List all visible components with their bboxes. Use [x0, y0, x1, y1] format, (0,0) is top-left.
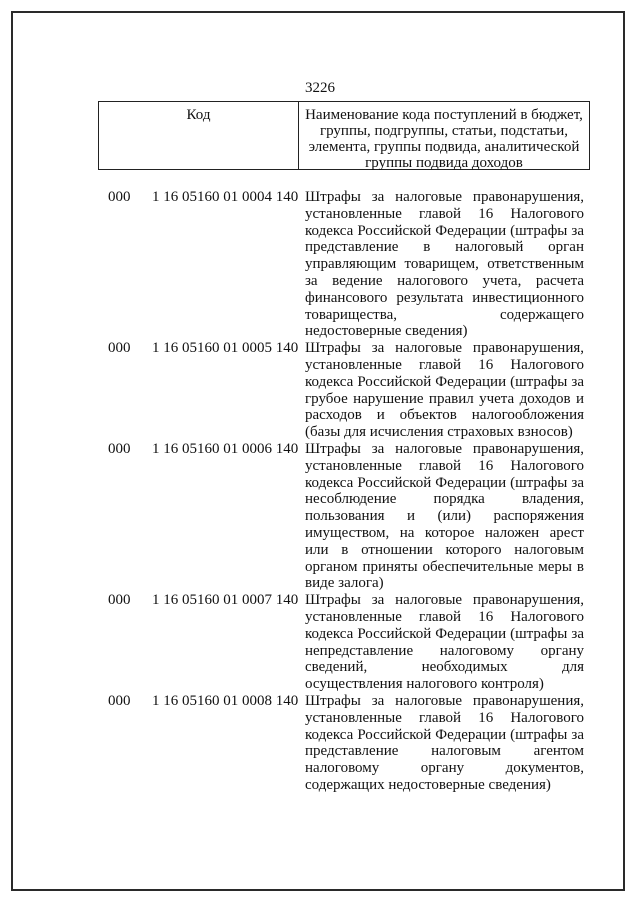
- entry-description: Штрафы за налоговые правонарушения, установленные главой 16 Налогового кодекса Российской Федерации (штрафы за грубое нарушение правил учета доходов и расходов и объектов налогообложения (базы для исчисления страховых взносов): [305, 340, 584, 441]
- entry-description: Штрафы за налоговые правонарушения, установленные главой 16 Налогового кодекса Российской Федерации (штрафы за представление в налоговый орган управляющим товарищем, ответственным за ведение налогового учета, расчета финансового результата инвестиционного товарищества, содержащего недостоверные сведения): [305, 189, 584, 340]
- entry-description: Штрафы за налоговые правонарушения, установленные главой 16 Налогового кодекса Российской Федерации (штрафы за представление налоговым агентом налоговому органу документов, содержащих недостоверные сведения): [305, 692, 584, 793]
- table-row: [0, 693, 640, 794]
- entry-revenue-code: 1 16 05160 01 0008 140: [152, 692, 299, 709]
- entry-admin-code: 000: [108, 592, 131, 609]
- entry-admin-code: 000: [108, 692, 131, 709]
- table-header: [98, 101, 590, 170]
- entry-revenue-code: 1 16 05160 01 0005 140: [152, 340, 299, 357]
- entry-revenue-code: 1 16 05160 01 0004 140: [152, 189, 299, 205]
- entry-description: Штрафы за налоговые правонарушения, установленные главой 16 Налогового кодекса Российской Федерации (штрафы за непредставление налоговому органу сведений, необходимых для осуществления налогового контроля): [305, 592, 584, 693]
- header-code-column: Код: [99, 102, 299, 169]
- entry-revenue-code: 1 16 05160 01 0007 140: [152, 592, 299, 609]
- entry-description: Штрафы за налоговые правонарушения, установленные главой 16 Налогового кодекса Российской Федерации (штрафы за несоблюдение порядка владения, пользования и (или) распоряжения имуществом, на которое наложен арест или в отношении которого налоговым органом приняты обеспечительные меры в виде залога): [305, 440, 584, 592]
- header-name-column: Наименование кода поступлений в бюджет, группы, подгруппы, статьи, подстатьи, элемента, группы подвида, аналитической группы подвида доходов: [305, 107, 583, 171]
- entry-admin-code: 000: [108, 189, 131, 205]
- table-row: [0, 340, 640, 441]
- entry-revenue-code: 1 16 05160 01 0006 140: [152, 440, 299, 457]
- entry-admin-code: 000: [108, 340, 131, 357]
- entries-list: [0, 189, 640, 794]
- table-row: [0, 592, 640, 693]
- table-row: [0, 441, 640, 592]
- page-number: 3226: [305, 80, 335, 96]
- table-row: [0, 189, 640, 340]
- entry-admin-code: 000: [108, 440, 131, 457]
